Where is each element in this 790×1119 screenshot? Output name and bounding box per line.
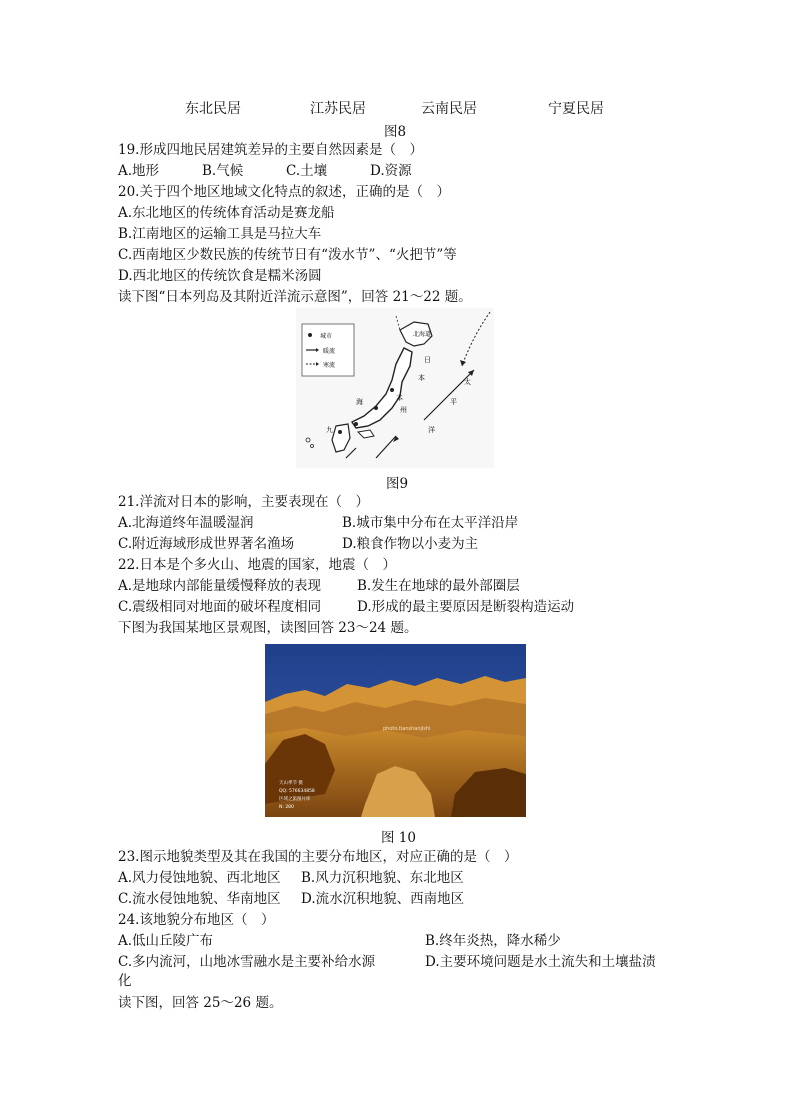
label-hai: 海 [356,398,363,406]
q19-stem: 19.形成四地民居建筑差异的主要自然因素是（ ） [118,142,423,158]
q24-option-d[interactable]: D.主要环境问题是水土流失和土壤盐渍 [425,954,656,970]
landscape-photo [265,644,526,817]
q20-option-d[interactable]: D.西北地区的传统饮食是糯米汤圆 [118,268,322,284]
q24-stem: 24.该地貌分布地区（ ） [118,912,275,928]
q23-option-b[interactable]: B.风力沉积地貌、东北地区 [301,870,464,886]
legend-city-dot [308,333,312,337]
q23-option-c[interactable]: C.流水侵蚀地貌、华南地区 [118,891,281,907]
q21-option-d[interactable]: D.粮食作物以小麦为主 [342,536,479,552]
photo-watermark: photo.tianshanjishi [383,726,431,732]
label-yang: 洋 [428,426,435,434]
house-label-ningxia: 宁夏民居 [548,101,604,117]
q20-stem: 20.关于四个地区地域文化特点的叙述，正确的是（ ） [118,184,450,200]
house-label-dongbei: 东北民居 [185,101,241,117]
q22-option-a[interactable]: A.是地球内部能量缓慢释放的表现 [118,578,322,594]
label-ben2: 本 [396,394,403,402]
legend-city: 城市 [320,333,333,340]
q23-option-a[interactable]: A.风力侵蚀地貌、西北地区 [118,870,281,886]
legend-cold: 寒流 [323,362,336,369]
q20-option-b[interactable]: B.江南地区的运输工具是马拉大车 [118,226,322,242]
q22-option-b[interactable]: B.发生在地球的最外部圈层 [357,578,520,594]
intro-23-24: 下图为我国某地区景观图，读图回答 23～24 题。 [118,620,418,636]
q19-option-b[interactable]: B.气候 [202,163,244,179]
q22-stem: 22.日本是个多火山、地震的国家，地震（ ） [118,557,396,573]
q24-option-a[interactable]: A.低山丘陵广布 [118,933,214,949]
label-ri: 日 [424,356,431,364]
house-label-yunnan: 云南民居 [421,101,477,117]
label-zhou: 州 [400,406,407,414]
figure-10-caption: 图 10 [381,830,416,846]
q24-option-d-wrap: 化 [118,973,132,989]
q23-option-d[interactable]: D.流水沉积地貌、西南地区 [301,891,465,907]
photo-stamp-line-4: N: 280 [279,805,294,810]
house-labels-row [0,98,790,118]
q22-option-d[interactable]: D.形成的最主要原因是断裂构造运动 [357,599,575,615]
japan-map-svg [296,308,494,468]
q20-option-c[interactable]: C.西南地区少数民族的传统节日有“泼水节”、“火把节”等 [118,247,457,263]
q21-option-a[interactable]: A.北海道终年温暖湿润 [118,515,254,531]
figure-8-caption: 图8 [384,124,407,140]
q19-option-a[interactable]: A.地形 [118,163,160,179]
q19-option-d[interactable]: D.资源 [370,163,412,179]
q20-option-a[interactable]: A.东北地区的传统体育活动是赛龙船 [118,205,335,221]
intro-21-22: 读下图“日本列岛及其附近洋流示意图”，回答 21～22 题。 [118,289,472,305]
q24-option-b[interactable]: B.终年炎热，降水稀少 [425,933,561,949]
label-tai: 太 [464,378,471,386]
q22-option-c[interactable]: C.震级相同对地面的破坏程度相同 [118,599,322,615]
label-jiu: 九 [326,426,333,434]
landscape-photo-svg [265,644,526,817]
q19-option-c[interactable]: C.土壤 [286,163,328,179]
photo-stamp-line-2: QQ: 576634858 [279,789,315,794]
figure-9-caption: 图9 [386,476,409,492]
label-ben: 本 [418,374,425,382]
legend-warm: 暖流 [323,348,336,355]
q21-option-b[interactable]: B.城市集中分布在太平洋沿岸 [342,515,519,531]
q21-option-c[interactable]: C.附近海域形成世界著名渔场 [118,536,295,552]
q21-stem: 21.洋流对日本的影响，主要表现在（ ） [118,494,369,510]
photo-stamp-line-1: 天山季节 摄 [279,781,303,786]
label-ping: 平 [450,398,457,406]
intro-25-26: 读下图，回答 25～26 题。 [118,995,283,1011]
q23-stem: 23.图示地貌类型及其在我国的主要分布地区，对应正确的是（ ） [118,849,518,865]
photo-stamp-line-3: 区域之旅图片库 [279,797,311,802]
label-hokkaido: 北海道 [413,331,432,338]
q24-option-c[interactable]: C.多内流河，山地冰雪融水是主要补给水源 [118,954,376,970]
japan-currents-map [296,308,494,468]
house-label-jiangsu: 江苏民居 [310,101,366,117]
